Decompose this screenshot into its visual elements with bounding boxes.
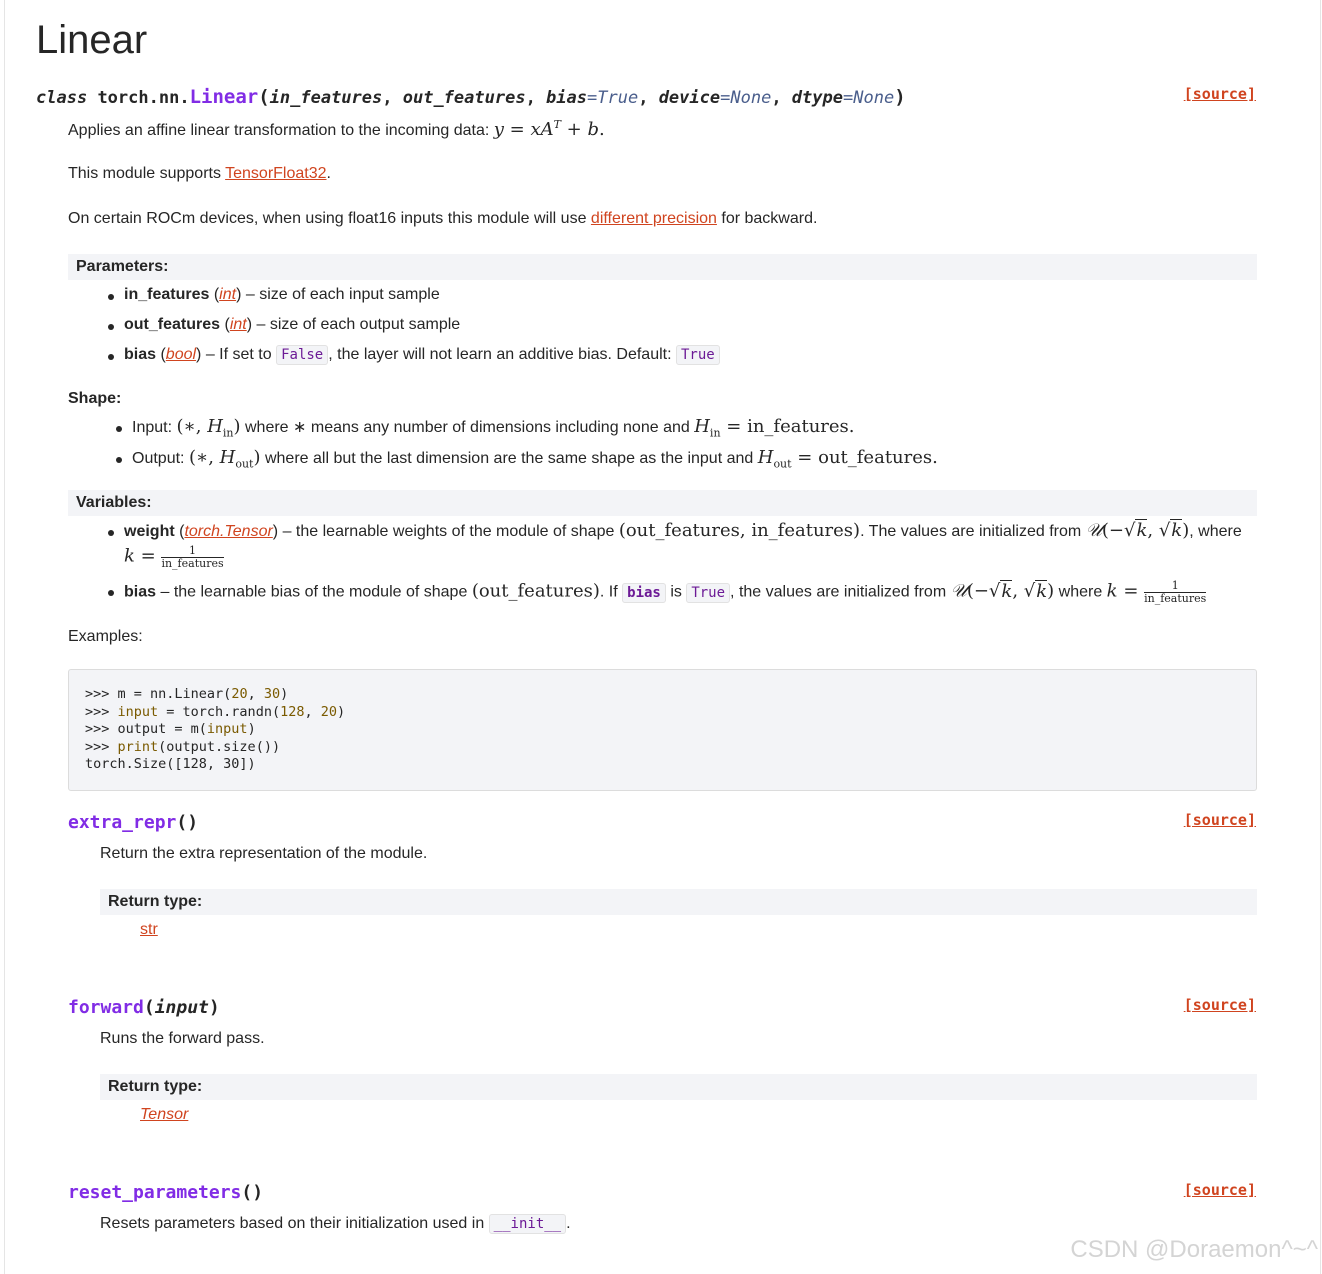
affine-formula: $y = xA^T + b$.	[493, 118, 605, 140]
tensorfloat32-link[interactable]: TensorFloat32	[225, 165, 327, 182]
bullet	[116, 426, 122, 432]
variable-weight: weight (torch.Tensor) – the learnable weights of the module of shape (out_features, in_features). The values are initialized from 𝒰(−√k, √k), where	[124, 520, 1242, 541]
shape-heading: Shape:	[68, 390, 122, 407]
source-link[interactable]: [source]	[1183, 85, 1256, 103]
init-literal[interactable]: __init__	[489, 1214, 566, 1234]
return-type-tensor-link[interactable]: Tensor	[140, 1106, 189, 1123]
method-forward-desc: Runs the forward pass.	[100, 1030, 265, 1047]
return-type-str-link[interactable]: str	[140, 921, 158, 938]
example-code-block[interactable]	[68, 669, 1257, 791]
bias-literal: bias	[622, 583, 666, 603]
page-title: Linear	[36, 18, 148, 62]
examples-heading: Examples:	[68, 628, 143, 645]
bullet	[108, 590, 114, 596]
method-reset-parameters-desc: Resets parameters based on their initialization used in __init__ .	[100, 1215, 571, 1232]
method-extra-repr-signature: extra_repr()	[68, 812, 199, 833]
method-forward-signature: forward(input)	[68, 997, 220, 1018]
class-signature: class torch.nn.Linear(in_features, out_features, bias=True, device=None, dtype=None)	[36, 86, 906, 108]
true-literal: True	[676, 345, 720, 365]
bullet	[108, 354, 114, 360]
source-link[interactable]: [source]	[1183, 811, 1256, 829]
variables-heading: Variables:	[68, 490, 1257, 516]
false-literal: False	[276, 345, 328, 365]
bullet	[108, 294, 114, 300]
method-reset-parameters-signature: reset_parameters()	[68, 1182, 264, 1203]
parameters-heading: Parameters:	[68, 254, 1257, 280]
param-in-features: in_features (int) – size of each input sample	[124, 286, 440, 303]
bullet	[108, 530, 114, 536]
int-type-link[interactable]: int	[219, 286, 237, 303]
class-name: Linear	[189, 86, 259, 108]
intro-line-tf32: This module supports TensorFloat32.	[68, 165, 331, 182]
bool-type-link[interactable]: bool	[165, 346, 197, 363]
variable-bias: bias – the learnable bias of the module of shape (out_features). If bias is True , the values are initialized from 𝒰(−√k, √k) where k = $\frac{1}{\text{in\_features}}$	[124, 579, 1207, 605]
true-literal: True	[686, 583, 730, 603]
shape-output: Output: (∗, $H_{out}$) where all but the last dimension are the same shape as the input and $H_{out}$ = out_features.	[132, 447, 938, 471]
param-out-features: out_features (int) – size of each output sample	[124, 316, 461, 333]
bullet	[116, 457, 122, 463]
weight-k-formula: k = $\frac{1}{\text{in\_features}}$	[124, 544, 224, 570]
bullet	[108, 324, 114, 330]
different-precision-link[interactable]: different precision	[590, 210, 717, 227]
example-code: >>> m = nn.Linear(20, 30) >>> input = torch.randn(128, 20) >>> output = m(input) >>> print(output.size()) torch.Size([128, 30])	[85, 686, 346, 772]
source-link[interactable]: [source]	[1183, 1181, 1256, 1199]
intro-line-rocm: On certain ROCm devices, when using float16 inputs this module will use different precision for backward.	[68, 210, 818, 227]
shape-input: Input: (∗, $H_{in}$) where ∗ means any number of dimensions including none and $H_{in}$ = in_features.	[132, 416, 855, 440]
int-type-link[interactable]: int	[229, 316, 247, 333]
intro-line-affine: Applies an affine linear transformation to the incoming data: $y = xA^T + b$.	[68, 118, 605, 140]
method-extra-repr-desc: Return the extra representation of the module.	[100, 845, 428, 862]
source-link[interactable]: [source]	[1183, 996, 1256, 1014]
return-type-heading: Return type:	[100, 1074, 1257, 1100]
torch-tensor-link[interactable]: torch.Tensor	[184, 523, 273, 540]
watermark: CSDN @Doraemon^~^	[1070, 1236, 1318, 1263]
param-bias: bias (bool) – If set to False , the layer will not learn an additive bias. Default: True	[124, 346, 720, 364]
return-type-heading: Return type:	[100, 889, 1257, 915]
